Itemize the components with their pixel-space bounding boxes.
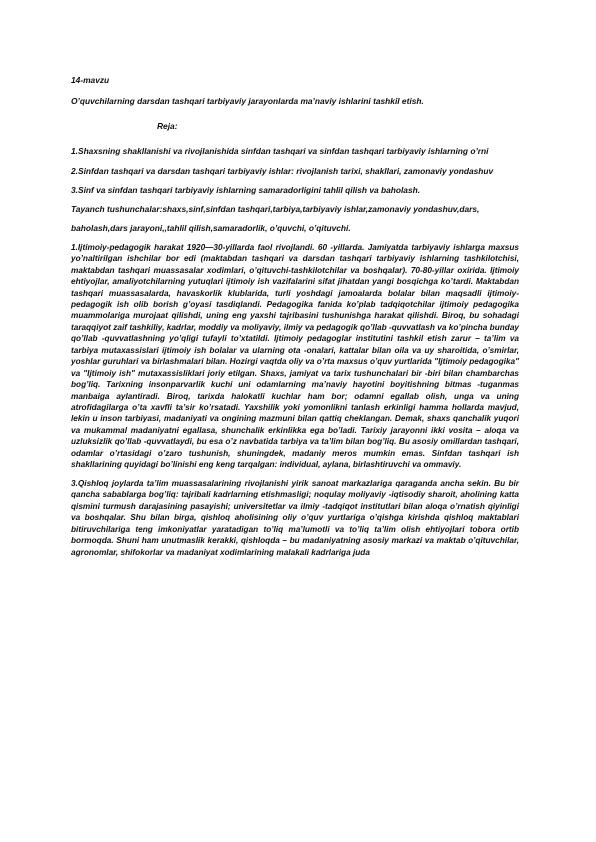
plan-item-3: 3.Sinf va sinfdan tashqari tarbiyaviy ishlarning samaradorligini tahlil qilish va baholash. bbox=[71, 184, 421, 195]
document-title: O’quvchilarning darsdan tashqari tarbiyaviy jarayonlarda ma’naviy ishlarini tashkil etish. bbox=[71, 96, 424, 107]
body-paragraph-1: 1.Ijtimoiy-pedagogik harakat 1920—30-yillarda faol rivojlandi. 60 -yillarda. Jamiyatda tarbiyaviy ishlarga maxsus yo’naltirilgan ishchilar bor edi (maktabdan tashqari va darsdan tashqari tarbiyaviy ishlarning tashkilotchisi, maktabdan tashqari muassasalar xodimlari, o’qituvchi-tashkilotchilar va boshqalar). 70-80-yillar oxirida. Ijtimoiy ehtiyojlar, amaliyotchilarning yutuqlari ijtimoiy ish vazifalarini sifat jihatdan yangi bosqichga ko’tardi. Maktabdan tashqari muassasalarda, havaskorlik klublarida, turli yoshdagi jamoalarda bolalar bilan maqsadli ijtimoiy-pedagogik ish olib borish g’oyasi tasdiqlandi. Pedagogika fanida ko’plab tadqiqotchilar ijtimoiy pedagogika muammolariga murojaat qilishdi, uning eng yaxshi tajribasini tushunishga harakat qilishdi. Biroq, bu sohadagi taraqqiyot zaif tashkiliy, kadrlar, moddiy va moliyaviy, ilmiy va pedagogik qo’llab -quvvatlash va ko’pincha bunday qo’llab -quvvatlashning yo’qligi tufayli to’xtatildi. Ijtimoiy pedagoglar institutini tashkil etish zarur – ta’lim va tarbiya mutaxassislari ijtimoiy ish bolalar va ularning ota -onalari, kattalar bilan oila va uy sharoitida, o’smirlar, yoshlar guruhlari va birlashmalari bilan. Hozirgi vaqtda oliy va o’rta maxsus o’quv yurtlarida "Ijtimoiy pedagogika" va "Ijtimoiy ish" mutaxassisliklari joriy etilgan. Shaxs, jamiyat va tarix tushunchalari bir -biri bilan chambarchas bog’liq. Tarixning insonparvarlik kuchi uni odamlarning ma’naviy hayotini boyitishning bitmas -tuganmas manbaiga aylantiradi. Biroq, tarixda halokatli kuchlar ham bor; odamni egallab olish, unga va uning atrofidagilarga o’ta xavfli ta’sir ko’rsatadi. Yaxshilik yoki yomonlikni tanlash erkinligi hamma hollarda mavjud, lekin u inson tarbiyasi, madaniyati va ongining mazmuni bilan qattiq cheklangan. Demak, shaxs qanchalik yuqori va mukammal madaniyatni egallasa, shunchalik erkinlikka ega bo’ladi. Tarixiy jarayonni ikki vosita – aloqa va uzluksizlik qo’llab -quvvatlaydi, bu esa o’z navbatida tarbiya va ta’lim bilan bog’liq. Bu asosiy omillardan tashqari, odamlar o’rtasidagi o’zaro tushunish, shuningdek, madaniy meros mumkin emas. Sinfdan tashqari ish shakllarining quyidagi bo’linishi eng keng tarqalgan: individual, aylana, birlashtiruvchi va ommaviy. bbox=[71, 242, 519, 470]
document-page bbox=[71, 74, 519, 558]
topic-number: 14-mavzu bbox=[71, 75, 110, 85]
plan-item-1: 1.Shaxsning shakllanishi va rivojlanishida sinfdan tashqari va sinfdan tashqari tarbiyaviy ishlarning o’rni bbox=[71, 146, 489, 157]
body-paragraph-3: 3.Qishloq joylarda ta’lim muassasalarining rivojlanishi yirik sanoat markazlariga qaraganda ancha sekin. Bu bir qancha sabablarga bog’liq: tajribali kadrlarning etishmasligi; noqulay moliyaviy -iqtisodiy sharoit, aholining katta qismini turmush darajasining pasayishi; universitetlar va ilmiy -tadqiqot institutlari bilan aloqa o’rnatish qiyinligi va boshqalar. Shu bilan birga, qishloq aholisining oliy o’quv yurtlariga o’qishga kirishda qishloq maktablari bitiruvchilariga teng imkoniyatlar yaratadigan to’liq ma’lumotli va to’liq ta’lim olish ehtiyojlari tobora ortib bormoqda. Shuni ham unutmaslik kerakki, qishloqda – bu madaniyatning asosiy markazi va maktab o’qituvchilar, agronomlar, shifokorlar va madaniyat xodimlarining malakali kadrlariga juda bbox=[71, 478, 519, 557]
plan-item-2: 2.Sinfdan tashqari va darsdan tashqari tarbiyaviy ishlar: rivojlanish tarixi, shakllari, zamonaviy yondashuv bbox=[71, 165, 494, 176]
key-concepts-line-2: baholash,dars jarayoni,,tahlil qilish,samaradorlik, o’quvchi, o’qituvchi. bbox=[71, 223, 351, 234]
plan-heading: Reja: bbox=[157, 121, 178, 132]
key-concepts-line-1: Tayanch tushunchalar:shaxs,sinf,sinfdan tashqari,tarbiya,tarbiyaviy ishlar,zamonaviy yondashuv,dars, bbox=[71, 204, 480, 215]
